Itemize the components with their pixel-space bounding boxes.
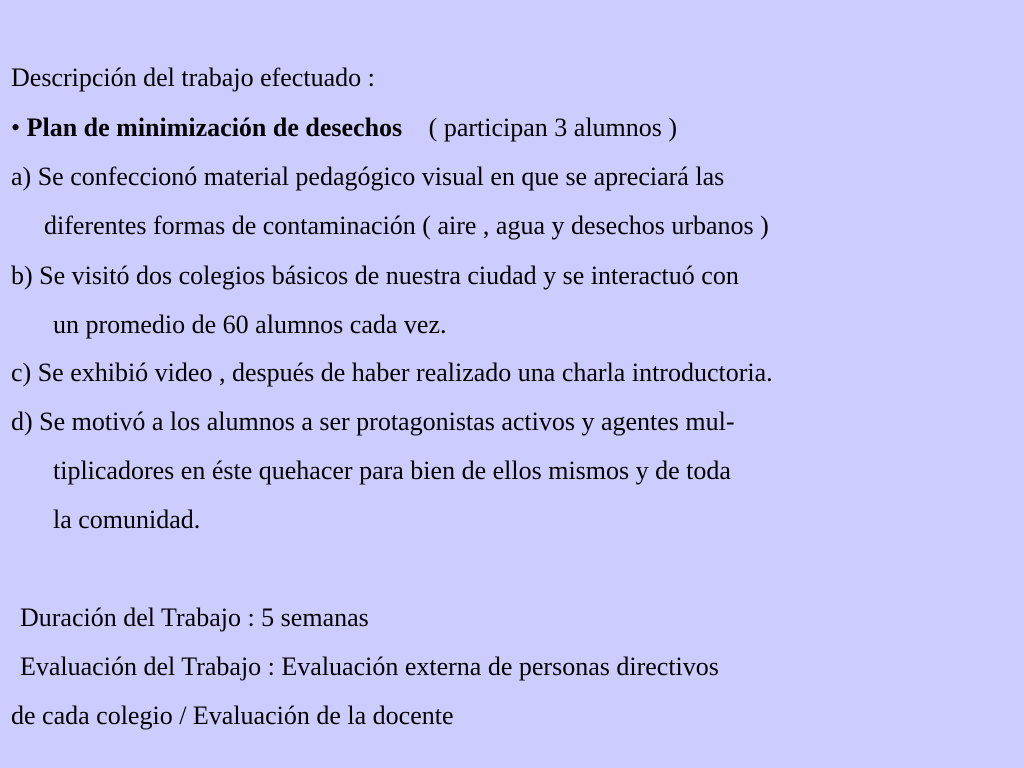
evaluation-line2: de cada colegio / Evaluación de la docente — [11, 701, 454, 730]
bullet-marker: • — [11, 113, 21, 142]
item-b-line1: b) Se visitó dos colegios básicos de nuestra ciudad y se interactuó con — [11, 261, 739, 290]
item-c-line1: c) Se exhibió video , después de haber realizado una charla introductoria. — [11, 358, 773, 387]
item-d-line2: tiplicadores en éste quehacer para bien de ellos mismos y de toda — [53, 456, 731, 485]
heading: Descripción del trabajo efectuado : — [11, 63, 375, 92]
evaluation-line1: Evaluación del Trabajo : Evaluación externa de personas directivos — [20, 652, 719, 681]
bullet-note: ( participan 3 alumnos ) — [428, 113, 678, 142]
item-a-line1: a) Se confeccionó material pedagógico visual en que se apreciará las — [11, 162, 725, 191]
item-b-line2: un promedio de 60 alumnos cada vez. — [53, 310, 447, 339]
duration-line: Duración del Trabajo : 5 semanas — [20, 603, 369, 632]
item-a-line2: diferentes formas de contaminación ( aire , agua y desechos urbanos ) — [44, 211, 769, 240]
item-d-line1: d) Se motivó a los alumnos a ser protagonistas activos y agentes mul- — [11, 407, 735, 436]
bullet-title: Plan de minimización de desechos — [26, 113, 403, 142]
bullet-line — [11, 113, 677, 143]
item-d-line3: la comunidad. — [53, 505, 201, 534]
